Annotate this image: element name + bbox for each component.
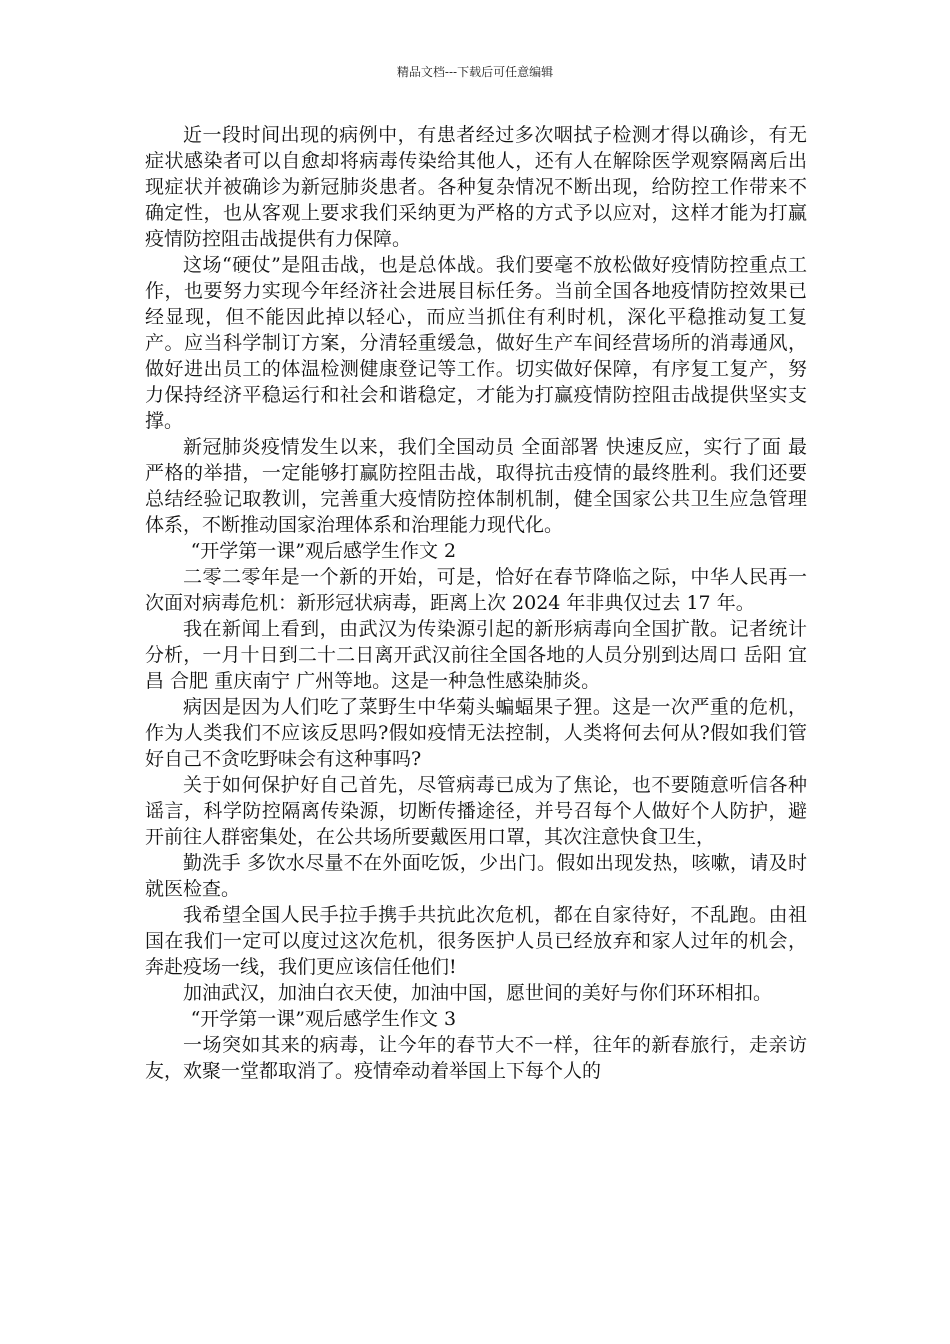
section-heading: “开学第一课”观后感学生作文 2 xyxy=(190,540,457,562)
paragraph: 加油武汉，加油白衣天使，加油中国，愿世间的美好与你们环环相扣。 xyxy=(183,982,773,1004)
paragraph: 我在新闻上看到，由武汉为传染源引起的新形病毒向全国扩散。记者统计分析，一月十日到二十二日离开武汉前往全国各地的人员分别到达周口 岳阳 宜昌 合肥 重庆南宁 广州等地。这是一种急性感染肺炎。 xyxy=(145,618,807,692)
document-body xyxy=(145,122,807,1084)
paragraph: 我希望全国人民手拉手携手共抗此次危机，都在自家待好，不乱跑。由祖国在我们一定可以度过这次危机，很务医护人员已经放弃和家人过年的机会，奔赴疫场一线，我们更应该信任他们! xyxy=(145,904,807,978)
page-header: 精品文档---下载后可任意编辑 xyxy=(396,65,554,79)
paragraph: 勤洗手 多饮水尽量不在外面吃饭，少出门。假如出现发热，咳嗽，请及时就医检查。 xyxy=(145,852,807,900)
paragraph: 病因是因为人们吃了菜野生中华菊头蝙蝠果子狸。这是一次严重的危机，作为人类我们不应该反思吗?假如疫情无法控制，人类将何去何从?假如我们管好自己不贪吃野味会有这种事吗? xyxy=(145,696,807,770)
paragraph: 二零二零年是一个新的开始，可是，恰好在春节降临之际，中华人民再一次面对病毒危机：新形冠状病毒，距离上次 2024 年非典仅过去 17 年。 xyxy=(145,566,807,614)
paragraph: 这场“硬仗”是阻击战，也是总体战。我们要毫不放松做好疫情防控重点工作，也要努力实现今年经济社会进展目标任务。当前全国各地疫情防控效果已经显现，但不能因此掉以轻心，而应当抓住有利时机，深化平稳推动复工复产。应当科学制订方案，分清轻重缓急，做好生产车间经营场所的消毒通风，做好进出员工的体温检测健康登记等工作。切实做好保障，有序复工复产，努力保持经济平稳运行和社会和谐稳定，才能为打赢疫情防控阻击战提供坚实支撑。 xyxy=(145,254,807,432)
paragraph: 一场突如其来的病毒，让今年的春节大不一样，往年的新春旅行，走亲访友，欢聚一堂都取消了。疫情牵动着举国上下每个人的 xyxy=(145,1034,807,1082)
paragraph: 关于如何保护好自己首先，尽管病毒已成为了焦论，也不要随意听信各种谣言，科学防控隔离传染源，切断传播途径，并号召每个人做好个人防护，避开前往人群密集处，在公共场所要戴医用口罩，其次注意快食卫生， xyxy=(145,774,807,848)
section-heading: “开学第一课”观后感学生作文 3 xyxy=(190,1008,457,1030)
paragraph: 近一段时间出现的病例中，有患者经过多次咽拭子检测才得以确诊，有无症状感染者可以自愈却将病毒传染给其他人，还有人在解除医学观察隔离后出现症状并被确诊为新冠肺炎患者。各种复杂情况不断出现，给防控工作带来不确定性，也从客观上要求我们采纳更为严格的方式予以应对，这样才能为打赢疫情防控阻击战提供有力保障。 xyxy=(145,124,807,250)
paragraph: 新冠肺炎疫情发生以来，我们全国动员 全面部署 快速反应，实行了面 最严格的举措，一定能够打赢防控阻击战，取得抗击疫情的最终胜利。我们还要总结经验记取教训，完善重大疫情防控体制机制，健全国家公共卫生应急管理体系，不断推动国家治理体系和治理能力现代化。 xyxy=(145,436,807,536)
